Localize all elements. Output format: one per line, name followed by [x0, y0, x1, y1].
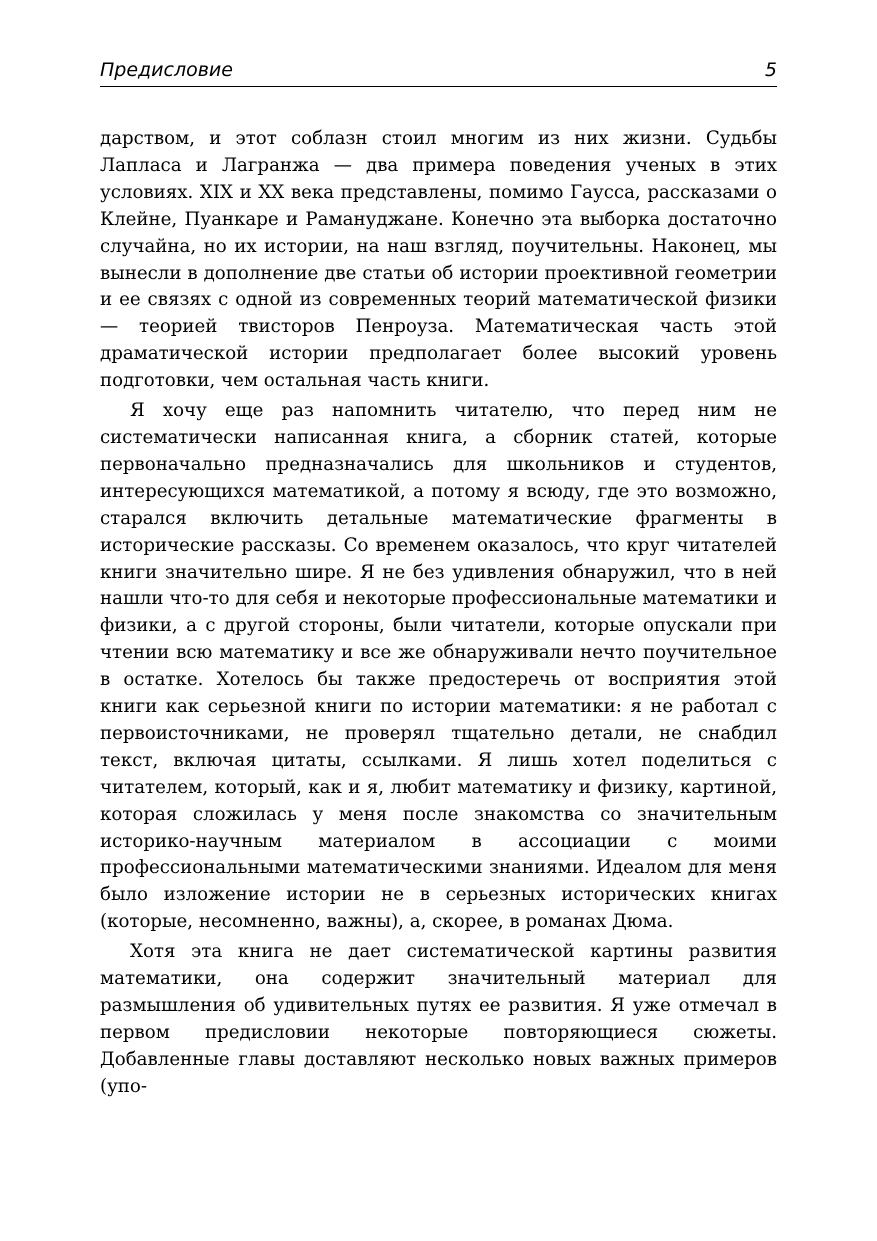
paragraph-2: Я хочу еще раз напомнить читателю, что перед ним не систематически написанная книга, а сборник статей, которые первоначально предназначались для школьников и студентов, интересующихся математикой, а потому я всюду, где это возможно, старался включить детальные математические фрагменты в исторические рассказы. Со временем оказалось, что круг читателей книги значительно шире. Я не без удивления обнаружил, что в ней нашли что-то для себя и некоторые профессиональные математики и физики, а с другой стороны, были читатели, которые опускали при чтении всю математику и все же обнаруживали нечто поучительное в остатке. Хотелось бы также предостеречь от восприятия этой книги как серьезной книги по истории математики: я не работал с первоисточниками, не проверял тщательно детали, не снабдил текст, включая цитаты, ссылками. Я лишь хотел поделиться с читателем, который, как и я, любит математику и физику, картиной, которая сложилась у меня после знакомства со значительным историко-научным материалом в ассоциации с моими профессиональными математическими знаниями. Идеалом для меня было изложение истории не в серьезных исторических книгах (которые, несомненно, важны), а, скорее, в романах Дюма. [100, 400, 777, 933]
chapter-title: Предисловие [100, 59, 233, 81]
body-text [100, 126, 777, 1101]
page-number: 5 [764, 59, 777, 81]
book-page [100, 58, 777, 1104]
running-header [100, 58, 777, 87]
paragraph-1: дарством, и этот соблазн стоил многим из них жизни. Судьбы Лапласа и Лагранжа — два примера поведения ученых в этих условиях. XIX и XX века представлены, помимо Гаусса, рассказами о Клейне, Пуанкаре и Рамануджане. Конечно эта выборка достаточно случайна, но их истории, на наш взгляд, поучительны. Наконец, мы вынесли в дополнение две статьи об истории проективной геометрии и ее связях с одной из современных теорий математической физики — теорией твисторов Пенроуза. Математическая часть этой драматической истории предполагает более высокий уровень подготовки, чем остальная часть книги. [100, 128, 777, 392]
paragraph-3: Хотя эта книга не дает систематической картины развития математики, она содержит значительный материал для размышления об удивительных путях ее развития. Я уже отмечал в первом предисловии некоторые повторяющиеся сюжеты. Добавленные главы доставляют несколько новых важных примеров (упо- [100, 941, 777, 1097]
